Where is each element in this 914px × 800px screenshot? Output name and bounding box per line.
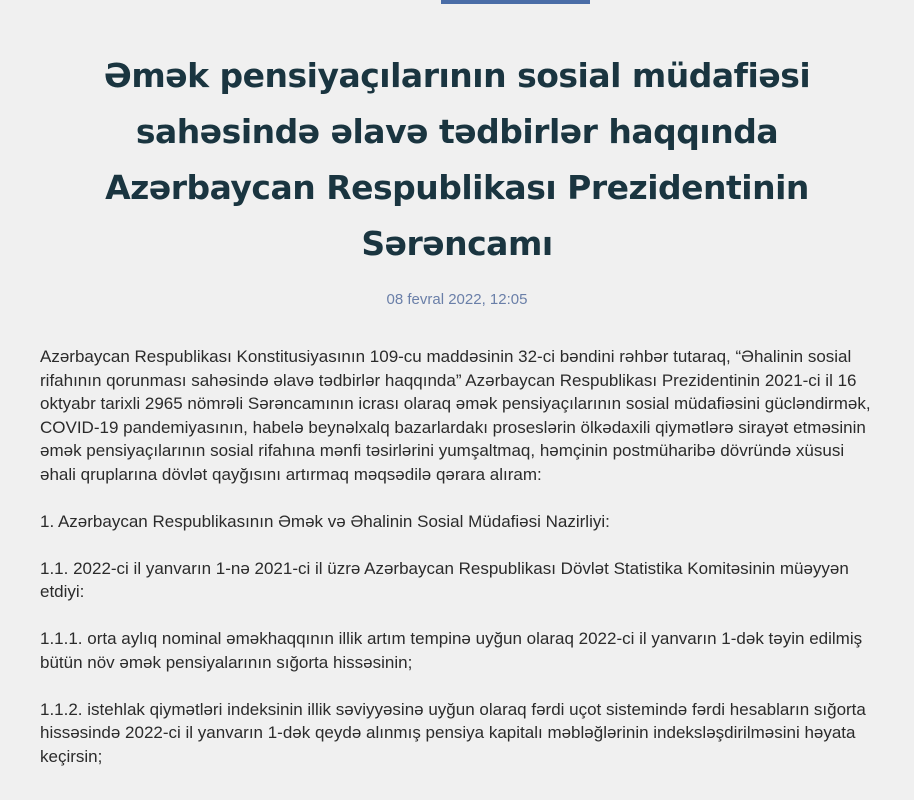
article-date: 08 fevral 2022, 12:05 (386, 291, 528, 308)
article (40, 48, 874, 792)
top-accent-bar (441, 0, 590, 4)
paragraph-item-1-1-2: 1.1.2. istehlak qiymətləri indeksinin illik səviyyəsinə uyğun olaraq fərdi uçot sistemində fərdi hesabların sığorta hissəsində 2022-ci il yanvarın 1-dək qeydə alınmış pensiya kapitalı məbləğlərinin indeksləşdirilməsini həyata keçirsin; (40, 699, 866, 766)
article-body (40, 345, 874, 768)
paragraph-preamble: Azərbaycan Respublikası Konstitusiyasının 109-cu maddəsinin 32-ci bəndini rəhbər tutaraq, “Əhalinin sosial rifahının qorunması sahəsində əlavə tədbirlər haqqında” Azərbaycan Respublikası Prezidentinin 2021-ci il 16 oktyabr tarixli 2965 nömrəli Sərəncamının icrası olaraq əmək pensiyaçılarının sosial müdafiəsini gücləndirmək, COVID-19 pandemiyasının, habelə beynəlxalq bazarlardakı proseslərin ölkədaxili qiymətlərə sirayət etməsinin əmək pensiyaçılarının sosial rifahına mənfi təsirlərini yumşaltmaq, həmçinin postmüharibə dövründə xüsusi əhali qruplarına dövlət qayğısını artırmaq məqsədilə qərara alıram: (40, 347, 871, 484)
paragraph-item-1: 1. Azərbaycan Respublikasının Əmək və Əhalinin Sosial Müdafiəsi Nazirliyi: (40, 511, 610, 531)
article-title: Əmək pensiyaçılarının sosial müdafiəsi sahəsində əlavə tədbirlər haqqında Azərbaycan Respublikası Prezidentinin Sərəncamı (103, 56, 811, 263)
paragraph-item-1-1-1: 1.1.1. orta aylıq nominal əməkhaqqının illik artım tempinə uyğun olaraq 2022-ci il yanvarın 1-dək təyin edilmiş bütün növ əmək pensiyalarının sığorta hissəsinin; (40, 629, 863, 672)
paragraph-item-1-1: 1.1. 2022-ci il yanvarın 1-nə 2021-ci il üzrə Azərbaycan Respublikası Dövlət Statistika Komitəsinin müəyyən etdiyi: (40, 558, 849, 601)
